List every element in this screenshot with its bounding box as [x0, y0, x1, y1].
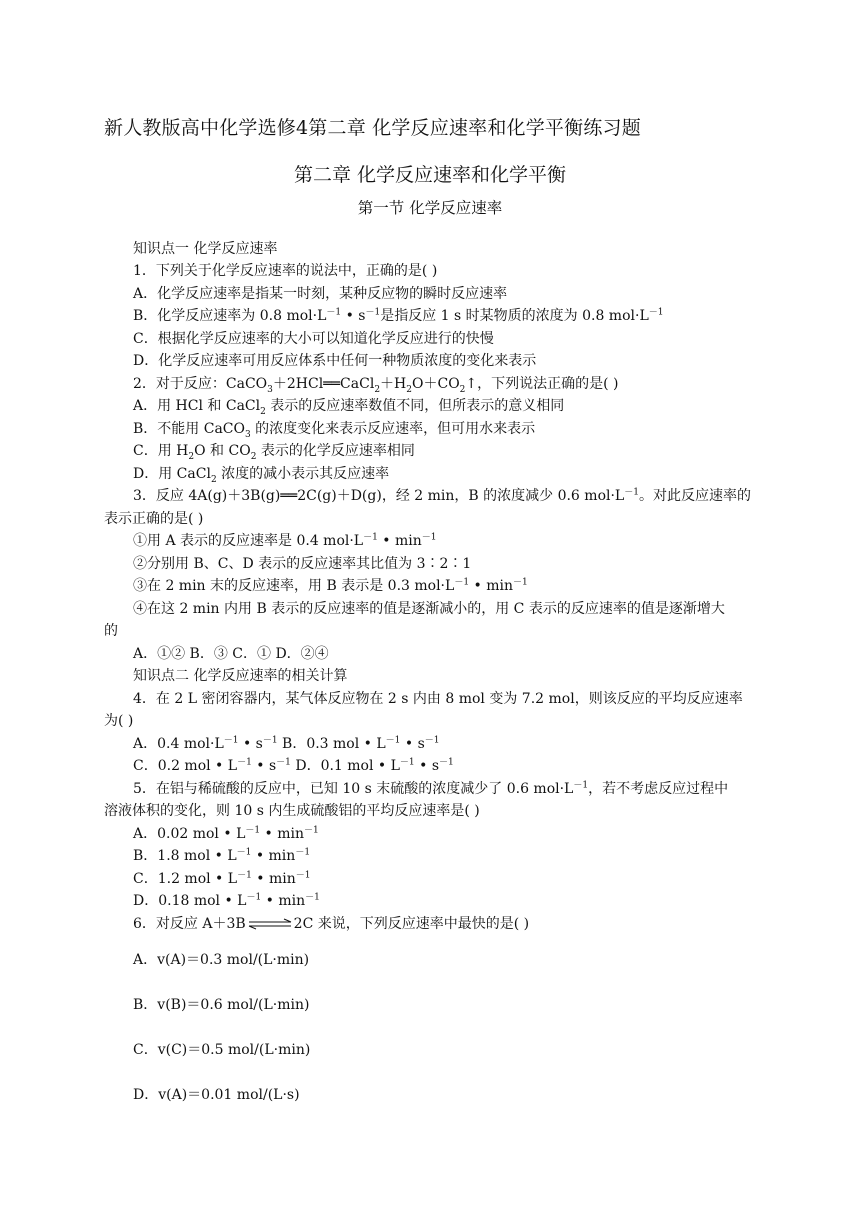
q5-stem-line1: 5．在铝与稀硫酸的反应中，已知 10 s 末硫酸的浓度减少了 0.6 $mol\cdot L^{-1}$，若不考虑反应过程中: [133, 780, 729, 797]
q6-option-b: B．v(B)＝0.6 mol/(L·min): [133, 997, 310, 1013]
knowledge-point-1: 知识点一 化学反应速率: [133, 241, 278, 257]
q3-choices: A．①② B．③ C．① D．②④: [133, 646, 329, 662]
q2-option-b: B．不能用 CaCO$_3$ 的浓度变化来表示反应速率，但可用水来表示: [133, 421, 536, 440]
document-title: 新人教版高中化学选修4第二章 化学反应速率和化学平衡练习题: [104, 117, 641, 139]
q1-option-c: C．根据化学反应速率的大小可以知道化学反应进行的快慢: [133, 331, 494, 347]
q2-stem: 2．对于反应：$CaCO_3+2HCl══CaCl_2+H_2O+CO_2↑$，下列说法正确的是( ): [133, 376, 619, 395]
q1-option-b: B．化学反应速率为 0.8 $mol\cdot L^{-1}$ • $s^{-1}$是指反应 1 s 时某物质的浓度为 0.8 $mol\cdot L^{-1}$: [133, 307, 664, 324]
q5-option-b: B．1.8 mol • $L^{-1}$ • $\min^{-1}$: [133, 847, 311, 864]
q5-option-c: C．1.2 mol • $L^{-1}$ • $\min^{-1}$: [133, 870, 311, 887]
q5-stem-line2: 溶液体积的变化，则 10 s 内生成硫酸铝的平均反应速率是( ): [104, 803, 480, 819]
q2-option-a: A．用 HCl 和 CaCl$_2$ 表示的反应速率数值不同，但所表示的意义相同: [133, 398, 565, 417]
q5-option-a: A．0.02 mol • $L^{-1}$ • $\min^{-1}$: [133, 825, 319, 842]
equilibrium-arrow-icon: [246, 918, 294, 930]
q6-option-a: A．v(A)＝0.3 mol/(L·min): [133, 952, 310, 968]
q5-option-d: D．0.18 mol • $L^{-1}$ • $\min^{-1}$: [133, 892, 320, 909]
q4-stem-line2: 为( ): [104, 713, 134, 729]
q3-statement-2: ②分别用 B、C、D 表示的反应速率其比值为 3∶2∶1: [133, 556, 472, 572]
q3-statement-3: ③在 2 min 末的反应速率，用 B 表示是 0.3 $mol\cdot L^{-1}$ • $\min^{-1}$: [133, 577, 528, 594]
q3-statement-1: ①用 A 表示的反应速率是 0.4 $mol\cdot L^{-1}$ • $\min^{-1}$: [133, 532, 437, 549]
q6-option-d: D．v(A)＝0.01 mol/(L·s): [133, 1087, 300, 1103]
q3-stem-line2: 表示正确的是( ): [104, 511, 204, 527]
q3-stem-line1: 3．反应 4A(g)＋3B(g)══2C(g)＋D(g)，经 2 min，B 的浓度减少 0.6 $mol\cdot L^{-1}$。对此反应速率的: [133, 487, 751, 504]
knowledge-point-2: 知识点二 化学反应速率的相关计算: [133, 668, 348, 684]
q6-stem: 6．对反应 A＋3B 2C 来说，下列反应速率中最快的是( ): [133, 916, 530, 932]
q4-options-cd: C．0.2 mol • $L^{-1}$ • $s^{-1}$ D．0.1 mol • $L^{-1}$ • $s^{-1}$: [133, 757, 454, 774]
section-title: 第一节 化学反应速率: [357, 199, 503, 217]
q1-option-d: D．化学反应速率可用反应体系中任何一种物质浓度的变化来表示: [133, 353, 537, 369]
chapter-title: 第二章 化学反应速率和化学平衡: [293, 164, 567, 186]
q3-statement-4-line1: ④在这 2 min 内用 B 表示的反应速率的值是逐渐减小的，用 C 表示的反应速率的值是逐渐增大: [133, 601, 725, 617]
q2-option-d: D．用 CaCl$_2$ 浓度的减小表示其反应速率: [133, 466, 390, 485]
q4-options-ab: A．0.4 $mol\cdot L^{-1}$ • $s^{-1}$ B．0.3 mol • $L^{-1}$ • $s^{-1}$: [133, 735, 440, 752]
q6-option-c: C．v(C)＝0.5 mol/(L·min): [133, 1042, 311, 1058]
q4-stem-line1: 4．在 2 L 密闭容器内，某气体反应物在 2 s 内由 8 mol 变为 7.2 mol，则该反应的平均反应速率: [133, 691, 743, 707]
q1-option-a: A．化学反应速率是指某一时刻，某种反应物的瞬时反应速率: [133, 286, 508, 302]
q2-option-c: C．用 $H_2O$ 和 $CO_2$ 表示的化学反应速率相同: [133, 443, 415, 462]
q1-stem: 1．下列关于化学反应速率的说法中，正确的是( ): [133, 263, 438, 279]
q3-statement-4-line2: 的: [104, 623, 118, 639]
